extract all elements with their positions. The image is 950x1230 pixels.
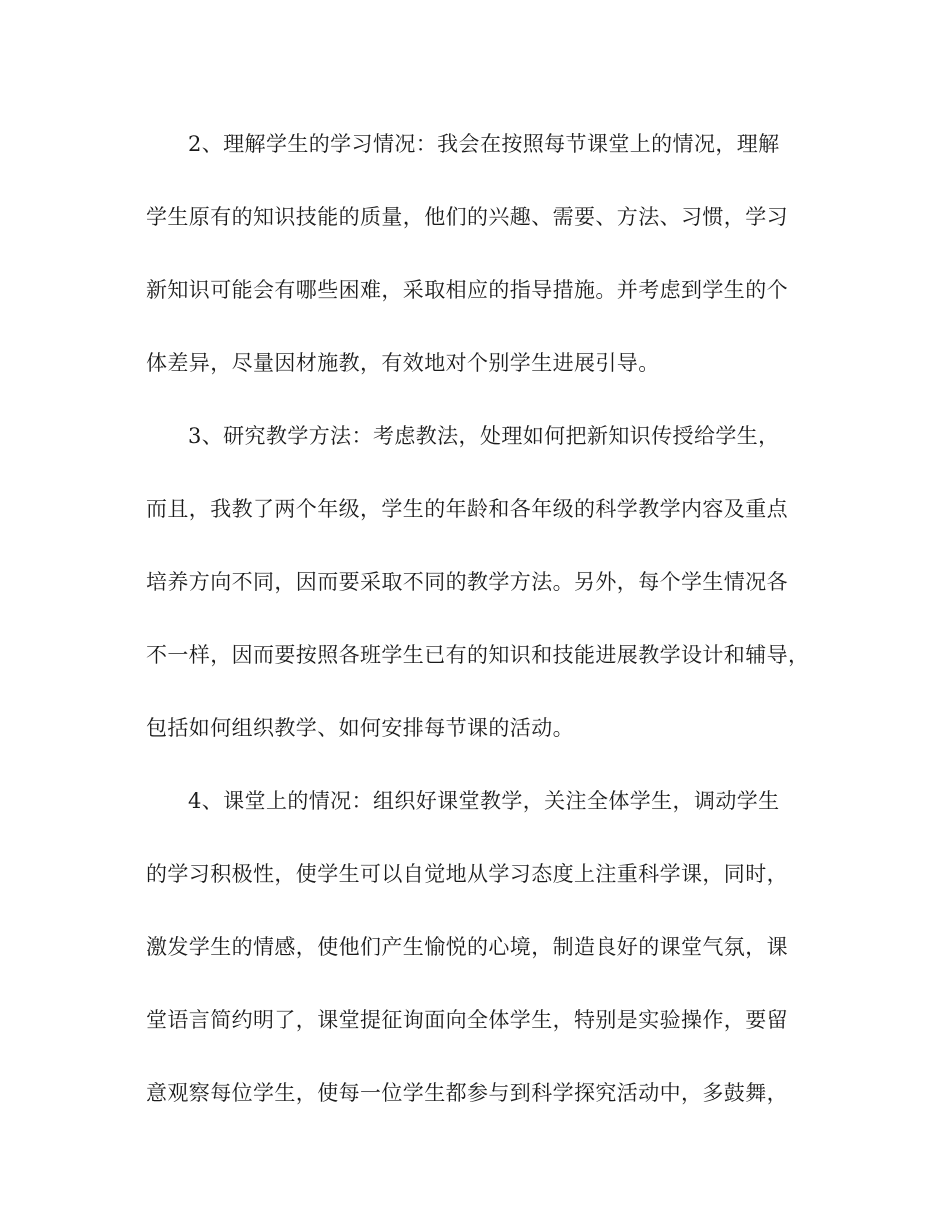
paragraph-2-line-3: 新知识可能会有哪些困难，采取相应的指导措施。并考虑到学生的个 [146,278,788,302]
paragraph-4-line-3: 激发学生的情感，使他们产生愉悦的心境，制造良好的课堂气氛，课 [146,935,788,959]
paragraph-4-line-2: 的学习积极性，使学生可以自觉地从学习态度上注重科学课，同时， [146,862,788,886]
paragraph-3-line-5: 包括如何组织教学、如何安排每节课的活动。 [146,716,574,740]
paragraph-3-line-4: 不一样，因而要按照各班学生已有的知识和技能进展教学设计和辅导， [146,643,810,667]
paragraph-3-line-1: 3、研究教学方法：考虑教法，处理如何把新知识传授给学生， [188,424,780,448]
paragraph-2-line-4: 体差异，尽量因材施教，有效地对个别学生进展引导。 [146,351,660,375]
paragraph-4-line-1: 4、课堂上的情况：组织好课堂教学，关注全体学生，调动学生 [188,789,780,813]
paragraph-2-line-2: 学生原有的知识技能的质量，他们的兴趣、需要、方法、习惯，学习 [146,205,788,229]
paragraph-2-line-1: 2、理解学生的学习情况：我会在按照每节课堂上的情况，理解 [188,132,780,156]
paragraph-3-line-2: 而且，我教了两个年级，学生的年龄和各年级的科学教学内容及重点 [146,497,788,521]
paragraph-3-line-3: 培养方向不同，因而要采取不同的教学方法。另外，每个学生情况各 [146,570,788,594]
paragraph-4-line-4: 堂语言简约明了，课堂提征询面向全体学生，特别是实验操作，要留 [146,1008,788,1032]
paragraph-4-line-5: 意观察每位学生，使每一位学生都参与到科学探究活动中，多鼓舞， [146,1081,788,1105]
